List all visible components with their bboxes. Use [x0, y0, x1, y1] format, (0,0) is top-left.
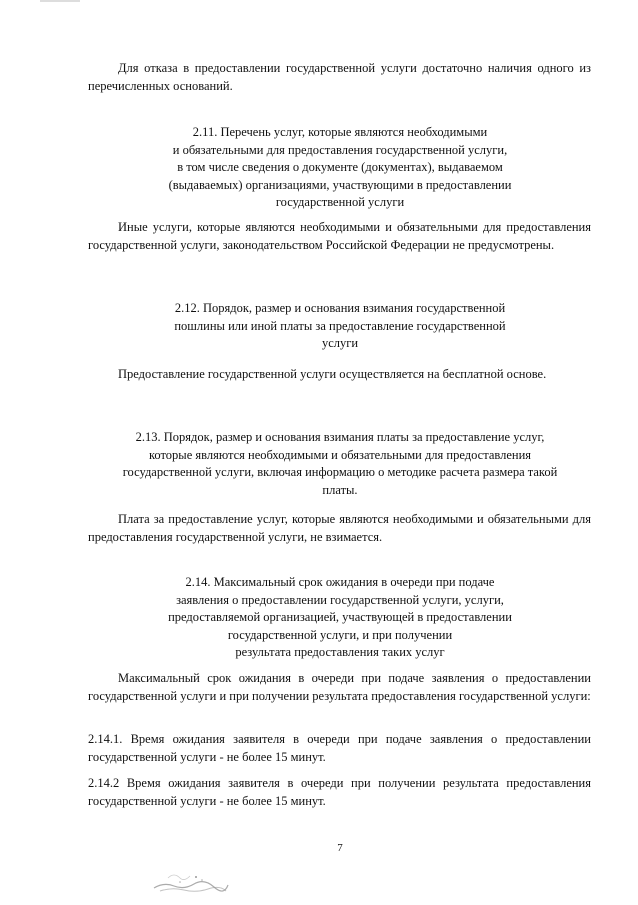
section-2-11-paragraph: Иные услуги, которые являются необходимыми и обязательными для предоставления государственной услуги, законодательством Российской Федерации не предусмотрены. [88, 220, 591, 252]
section-2-14-paragraph: Максимальный срок ожидания в очереди при подаче заявления о предоставлении государственной услуги и при получении результата предоставления государственной услуги: [88, 671, 591, 703]
heading-line: заявления о предоставлении государственной услуги, услуги, [176, 592, 504, 607]
scan-artifact [40, 0, 80, 2]
stamp-smudge-image [150, 868, 230, 894]
heading-line: государственной услуги, и при получении [227, 627, 453, 642]
page-number: 7 [337, 842, 343, 854]
heading-line: платы. [322, 482, 358, 497]
heading-line: которые являются необходимыми и обязательными для предоставления [148, 447, 532, 462]
section-2-14-2-paragraph: 2.14.2 Время ожидания заявителя в очереди при получении результата предоставления государственной услуги - не более 15 минут. [88, 776, 591, 808]
heading-line: предоставляемой организацией, участвующей в предоставлении [168, 610, 512, 624]
heading-line: 2.13. Порядок, размер и основания взимания платы за предоставление услуг, [135, 430, 545, 444]
heading-line: результата предоставления таких услуг [235, 645, 445, 659]
section-heading-2-13 [80, 429, 600, 499]
heading-line: и обязательными для предоставления государственной услуги, [172, 142, 508, 157]
heading-line: (выдаваемых) организациями, участвующими в предоставлении [168, 177, 512, 192]
section-2-12-paragraph: Предоставление государственной услуги осуществляется на бесплатной основе. [118, 367, 547, 381]
refusal-paragraph: Для отказа в предоставлении государственной услуги достаточно наличия одного из перечисленных оснований. [88, 61, 591, 93]
section-heading-2-14 [80, 574, 600, 662]
heading-line: в том числе сведения о документе (документах), выдаваемом [177, 160, 503, 174]
heading-line: государственной услуги [275, 195, 405, 209]
heading-line: услуги [321, 336, 359, 350]
heading-line: 2.12. Порядок, размер и основания взимания государственной [174, 301, 506, 315]
heading-line: 2.11. Перечень услуг, которые являются необходимыми [192, 125, 488, 139]
section-2-13-paragraph: Плата за предоставление услуг, которые являются необходимыми и обязательными для предоставления государственной услуги, не взимается. [88, 512, 591, 544]
section-heading-2-11 [80, 124, 600, 212]
heading-line: 2.14. Максимальный срок ожидания в очереди при подаче [185, 575, 495, 589]
heading-line: государственной услуги, включая информацию о методике расчета размера такой [122, 465, 558, 479]
section-2-14-1-paragraph: 2.14.1. Время ожидания заявителя в очереди при подаче заявления о предоставлении государственной услуги - не более 15 минут. [88, 732, 591, 764]
section-heading-2-12 [80, 300, 600, 353]
heading-line: пошлины или иной платы за предоставление государственной [174, 318, 506, 333]
